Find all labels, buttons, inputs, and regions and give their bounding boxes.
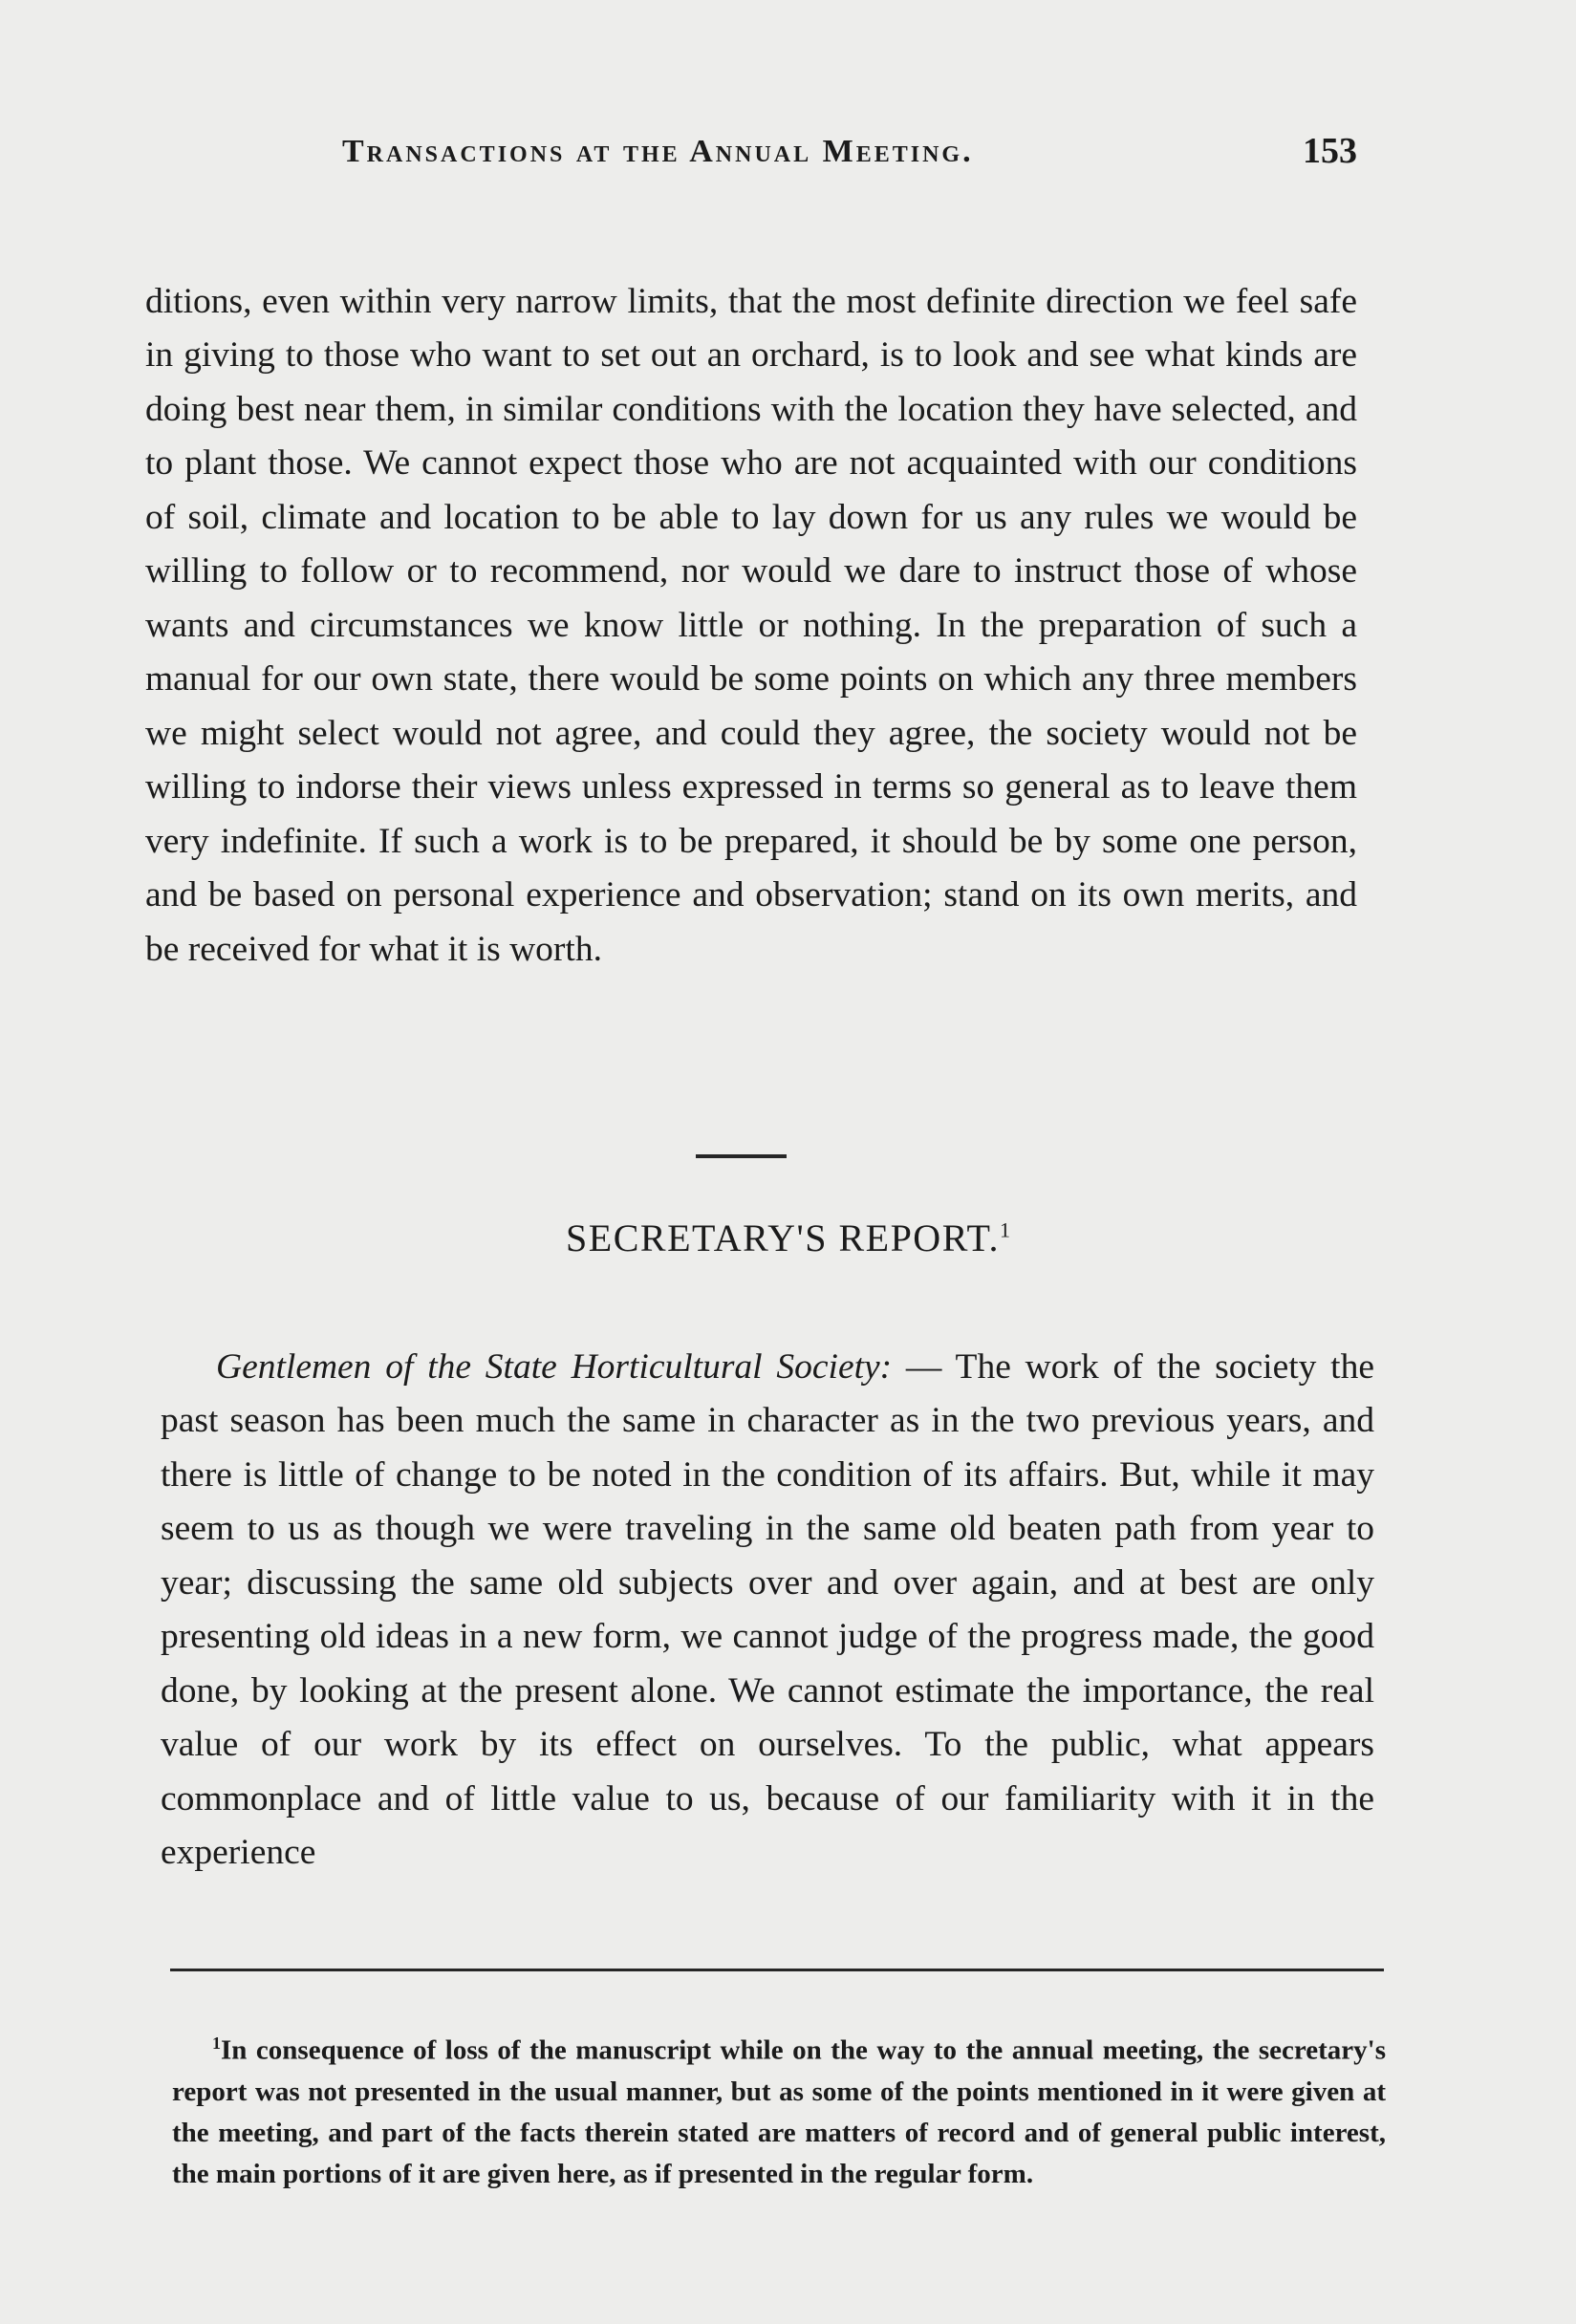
page-header: [325, 131, 1357, 182]
report-paragraph: [161, 1341, 1374, 1881]
footnote-marker: 1: [212, 2034, 221, 2053]
section-heading-text: SECRETARY'S REPORT.: [566, 1216, 1000, 1259]
footnote-divider: [170, 1969, 1384, 1971]
report-paragraph-text: — The work of the society the past season has been much the same in character as in the two previous years, and there is little of change to be noted in the condition of its affairs. But, while it may seem to us as though we were traveling in the same old beaten path from year to year; discussing the same old subjects over and over again, and at best are only presenting old ideas in a new form, we cannot judge of the progress made, the good done, by looking at the present alone. We cannot estimate the importance, the real value of our work by its effect on ourselves. To the public, what appears commonplace and of little value to us, because of our familiarity with it in the experience: [161, 1346, 1374, 1872]
footnote: [172, 2023, 1386, 2195]
body-paragraph-continued: ditions, even within very narrow limits, that the most definite direction we feel safe in giving to those who want to set out an orchard, is to look and see what kinds are doing best near them, in similar conditions with the location they have selected, and to plant those. We cannot expect those who are not acquainted with our conditions of soil, climate and location to be able to lay down for us any rules we would be willing to follow or to recommend, nor would we dare to instruct those of whose wants and circumstances we know little or nothing. In the preparation of such a manual for our own state, there would be some points on which any three members we might select would not agree, and could they agree, the society would not be willing to indorse their views unless expressed in terms so general as to leave them very indefinite. If such a work is to be prepared, it should be by some one person, and be based on personal experience and observation; stand on its own merits, and be received for what it is worth.: [145, 281, 1357, 969]
footnote-reference: 1: [999, 1217, 1010, 1242]
page-number: 153: [1303, 131, 1357, 171]
salutation: Gentlemen of the State Horticultural Society:: [216, 1346, 893, 1387]
running-title: Transactions at the Annual Meeting.: [342, 134, 974, 169]
footnote-text: In consequence of loss of the manuscript while on the way to the annual meeting, the secretary's report was not presented in the usual manner, but as some of the points mentioned in it were given at the meeting, and part of the facts therein stated are matters of record and of general public interest, the main portions of it are given here, as if presented in the regular form.: [172, 2034, 1386, 2189]
section-heading: [0, 1216, 1576, 1260]
section-divider: [696, 1154, 787, 1158]
